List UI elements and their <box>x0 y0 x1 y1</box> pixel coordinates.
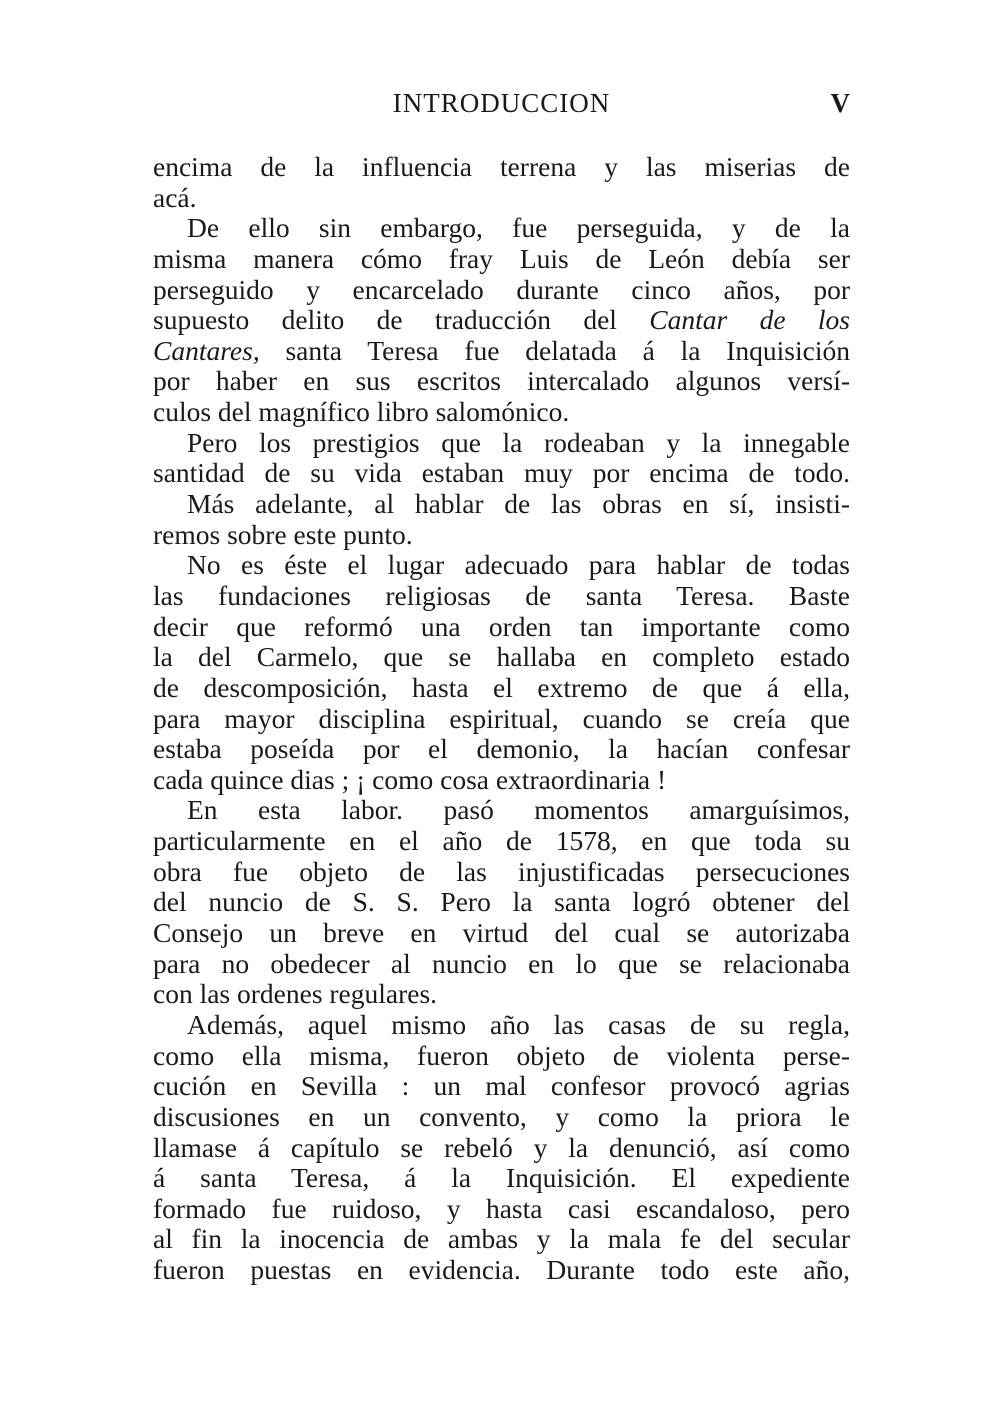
italic-title: Cantares, <box>153 335 260 366</box>
text-line <box>153 183 850 214</box>
running-head <box>153 88 850 128</box>
line-text: la del Carmelo, que se hallaba en completo estado <box>153 642 850 673</box>
line-text: cución en Sevilla : un mal confesor provocó agrias <box>153 1071 850 1102</box>
text-line <box>153 275 850 306</box>
text-line <box>153 213 850 244</box>
line-text: particularmente en el año de 1578, en que toda su <box>153 826 850 857</box>
page-number: V <box>830 88 850 118</box>
text-line <box>153 949 850 980</box>
line-text: para no obedecer al nuncio en lo que se relacionaba <box>153 948 850 979</box>
text-line <box>153 1194 850 1225</box>
body-text <box>153 152 850 1286</box>
text-line <box>153 826 850 857</box>
line-text: estaba poseída por el demonio, la hacían confesar <box>153 734 850 765</box>
line-text: culos del magnífico libro salomónico. <box>153 396 570 428</box>
text-line <box>153 765 850 796</box>
text-line <box>153 1255 850 1286</box>
text-line <box>153 704 850 735</box>
text-line <box>153 366 850 397</box>
text-line <box>153 1133 850 1164</box>
text-line <box>153 581 850 612</box>
text-line <box>153 397 850 428</box>
line-text: Pero los prestigios que la rodeaban y la innegable <box>187 427 850 458</box>
text-line <box>153 642 850 673</box>
running-head-title: INTRODUCCION <box>392 88 611 118</box>
line-text: del nuncio de S. S. Pero la santa logró obtener del <box>153 887 850 918</box>
text-line <box>153 857 850 888</box>
text-line <box>153 1224 850 1255</box>
line-text: Además, aquel mismo año las casas de su regla, <box>187 1009 850 1040</box>
line-text: remos sobre este punto. <box>153 518 413 550</box>
text-line <box>153 244 850 275</box>
text-line <box>153 489 850 520</box>
line-text: santa Teresa fue delatada á la Inquisición <box>285 335 850 366</box>
line-text: Consejo un breve en virtud del cual se autorizaba <box>153 918 850 949</box>
text-line <box>153 795 850 826</box>
text-line <box>153 979 850 1010</box>
line-text: De ello sin embargo, fue perseguida, y de la <box>187 213 850 244</box>
text-line <box>153 1071 850 1102</box>
line-text: por haber en sus escritos intercalado algunos versí- <box>153 366 850 397</box>
line-text: santidad de su vida estaban muy por encima de todo. <box>153 458 850 489</box>
text-line <box>153 918 850 949</box>
italic-title: Cantar de los <box>649 305 850 336</box>
text-line <box>153 458 850 489</box>
text-line <box>153 612 850 643</box>
line-text: para mayor disciplina espiritual, cuando se creía que <box>153 703 850 734</box>
text-line <box>153 1163 850 1194</box>
text-line <box>153 673 850 704</box>
text-line <box>153 520 850 551</box>
text-line <box>153 305 850 336</box>
line-text: No es éste el lugar adecuado para hablar de todas <box>187 550 850 581</box>
line-text: al fin la inocencia de ambas y la mala fe del secular <box>153 1224 850 1255</box>
line-text: encima de la influencia terrena y las miserias de <box>153 152 850 182</box>
line-text: En esta labor. pasó momentos amarguísimos, <box>187 795 850 826</box>
line-text: fueron puestas en evidencia. Durante todo este año, <box>153 1255 850 1286</box>
text-line <box>153 152 850 183</box>
line-text: discusiones en un convento, y como la priora le <box>153 1101 850 1132</box>
line-text: obra fue objeto de las injustificadas persecuciones <box>153 856 850 887</box>
line-text: decir que reformó una orden tan importante como <box>153 611 850 642</box>
text-line <box>153 734 850 765</box>
text-line <box>153 1041 850 1072</box>
text-line <box>153 887 850 918</box>
line-text: acá. <box>153 181 197 213</box>
line-text: á santa Teresa, á la Inquisición. El expediente <box>153 1163 850 1194</box>
line-text: con las ordenes regulares. <box>153 978 438 1010</box>
line-text: supuesto delito de traducción del <box>153 305 617 336</box>
text-line <box>153 336 850 367</box>
line-text: llamase á capítulo se rebeló y la denunció, así como <box>153 1132 850 1163</box>
line-text: misma manera cómo fray Luis de León debía ser <box>153 243 850 274</box>
line-text: perseguido y encarcelado durante cinco años, por <box>153 274 850 305</box>
text-line <box>153 428 850 459</box>
text-line <box>153 1102 850 1133</box>
line-text: como ella misma, fueron objeto de violenta perse- <box>153 1040 850 1071</box>
line-text: las fundaciones religiosas de santa Teresa. Baste <box>153 580 850 611</box>
line-text: Más adelante, al hablar de las obras en sí, insisti- <box>187 489 850 520</box>
line-text: formado fue ruidoso, y hasta casi escandaloso, pero <box>153 1193 850 1224</box>
text-line <box>153 550 850 581</box>
line-text: cada quince dias ; ¡ como cosa extraordinaria ! <box>153 763 667 795</box>
text-line <box>153 1010 850 1041</box>
line-text: de descomposición, hasta el extremo de que á ella, <box>153 672 850 703</box>
